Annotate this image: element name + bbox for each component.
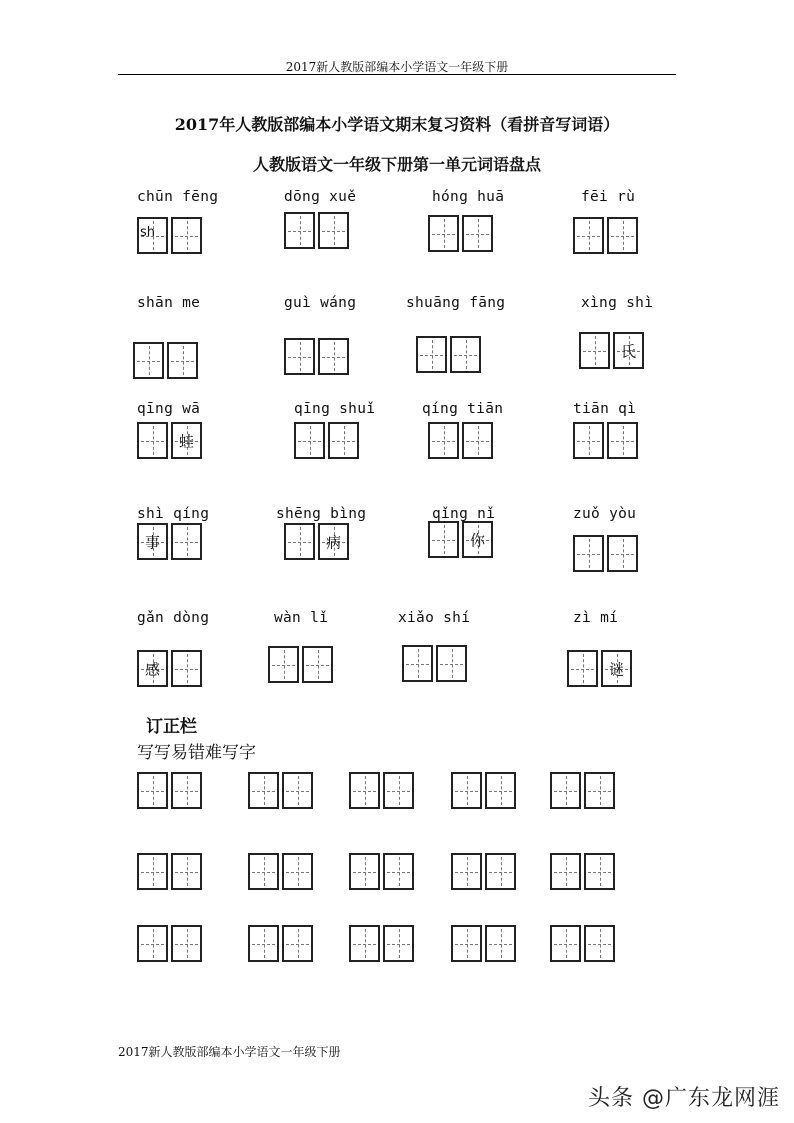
writing-cell[interactable]: [171, 772, 202, 809]
writing-cell[interactable]: [383, 925, 414, 962]
writing-cell[interactable]: [171, 523, 202, 560]
tianzige-grid[interactable]: [428, 422, 493, 459]
writing-cell[interactable]: [485, 772, 516, 809]
practice-grid[interactable]: [248, 925, 313, 962]
writing-cell[interactable]: [137, 422, 168, 459]
writing-cell[interactable]: [485, 853, 516, 890]
writing-cell[interactable]: [171, 925, 202, 962]
writing-cell[interactable]: [171, 217, 202, 254]
cell-char: 感: [144, 660, 160, 678]
writing-cell[interactable]: [137, 925, 168, 962]
writing-cell[interactable]: [462, 422, 493, 459]
tianzige-grid[interactable]: [137, 217, 202, 254]
tianzige-grid[interactable]: [416, 336, 481, 373]
tianzige-grid[interactable]: [284, 338, 349, 375]
pinyin-label: gǎn dòng: [137, 610, 210, 626]
writing-cell[interactable]: [550, 772, 581, 809]
writing-cell[interactable]: [613, 332, 644, 369]
writing-cell[interactable]: [573, 535, 604, 572]
writing-cell[interactable]: [171, 650, 202, 687]
practice-grid[interactable]: [248, 853, 313, 890]
tianzige-grid[interactable]: [133, 342, 198, 379]
writing-cell[interactable]: [282, 772, 313, 809]
pinyin-label: zuǒ yòu: [573, 506, 637, 522]
cell-char: 蛙: [178, 432, 194, 450]
tianzige-grid[interactable]: [428, 215, 493, 252]
writing-cell[interactable]: [284, 338, 315, 375]
writing-cell[interactable]: [584, 853, 615, 890]
writing-cell[interactable]: [318, 338, 349, 375]
pinyin-label: dōng xuě: [284, 189, 357, 205]
writing-cell[interactable]: [284, 523, 315, 560]
writing-cell[interactable]: [428, 422, 459, 459]
writing-cell[interactable]: [284, 212, 315, 249]
writing-cell[interactable]: [428, 215, 459, 252]
pinyin-label: xiǎo shí: [398, 610, 471, 626]
writing-cell[interactable]: [416, 336, 447, 373]
tianzige-grid[interactable]: [284, 212, 349, 249]
tianzige-grid[interactable]: [579, 332, 644, 369]
practice-grid[interactable]: [451, 925, 516, 962]
writing-cell[interactable]: [171, 422, 202, 459]
writing-cell[interactable]: [451, 925, 482, 962]
writing-cell[interactable]: [607, 422, 638, 459]
writing-cell[interactable]: [607, 217, 638, 254]
tianzige-grid[interactable]: [137, 650, 202, 687]
writing-cell[interactable]: [567, 650, 598, 687]
writing-cell[interactable]: [485, 925, 516, 962]
practice-grid[interactable]: [349, 853, 414, 890]
writing-cell[interactable]: [383, 853, 414, 890]
practice-grid[interactable]: [248, 772, 313, 809]
writing-cell[interactable]: [349, 853, 380, 890]
writing-cell[interactable]: [137, 217, 168, 254]
tianzige-grid[interactable]: [567, 650, 632, 687]
writing-cell[interactable]: [462, 521, 493, 558]
writing-cell[interactable]: [451, 853, 482, 890]
tianzige-grid[interactable]: [284, 523, 349, 560]
pinyin-label: qīng wā: [137, 401, 201, 417]
writing-cell[interactable]: [248, 925, 279, 962]
writing-cell[interactable]: [248, 853, 279, 890]
cell-char: 病: [325, 533, 341, 551]
tianzige-grid[interactable]: [137, 422, 202, 459]
pinyin-label: wàn lǐ: [274, 610, 329, 626]
writing-cell[interactable]: [248, 772, 279, 809]
pinyin-label: xìng shì: [581, 295, 654, 311]
tianzige-grid[interactable]: [137, 523, 202, 560]
practice-grid[interactable]: [349, 925, 414, 962]
pinyin-label: guì wáng: [284, 295, 357, 311]
writing-cell[interactable]: [349, 772, 380, 809]
writing-cell[interactable]: [268, 646, 299, 683]
cell-char: 事: [144, 533, 160, 551]
writing-cell[interactable]: [451, 772, 482, 809]
writing-cell[interactable]: [282, 853, 313, 890]
tianzige-grid[interactable]: [402, 645, 467, 682]
writing-cell[interactable]: [550, 925, 581, 962]
writing-cell[interactable]: [428, 521, 459, 558]
writing-cell[interactable]: [349, 925, 380, 962]
writing-cell[interactable]: [450, 336, 481, 373]
tianzige-grid[interactable]: [428, 521, 493, 558]
pinyin-label: tiān qì: [573, 401, 637, 417]
correction-subheading: 写写易错难写字: [137, 743, 256, 763]
writing-cell[interactable]: [318, 523, 349, 560]
pinyin-label: qíng tiān: [422, 401, 504, 417]
writing-cell[interactable]: [402, 645, 433, 682]
practice-grid[interactable]: [349, 772, 414, 809]
tianzige-grid[interactable]: [573, 217, 638, 254]
practice-grid[interactable]: [137, 925, 202, 962]
correction-heading: 订正栏: [146, 717, 197, 737]
tianzige-grid[interactable]: [573, 422, 638, 459]
pinyin-label: shuāng fāng: [406, 295, 506, 311]
pinyin-label: qīng shuǐ: [294, 401, 376, 417]
writing-cell[interactable]: [302, 646, 333, 683]
pinyin-label: chūn fēng: [137, 189, 219, 205]
page-footer: 2017新人教版部编本小学语文一年级下册: [118, 1045, 341, 1059]
writing-cell[interactable]: [573, 217, 604, 254]
practice-grid[interactable]: [451, 853, 516, 890]
pinyin-label: hóng huā: [432, 189, 505, 205]
tianzige-grid[interactable]: [573, 535, 638, 572]
writing-cell[interactable]: [167, 342, 198, 379]
cell-char: 氏: [620, 342, 636, 360]
practice-grid[interactable]: [137, 853, 202, 890]
cell-char: sh: [140, 225, 156, 240]
practice-grid[interactable]: [451, 772, 516, 809]
practice-grid[interactable]: [550, 853, 615, 890]
writing-cell[interactable]: [137, 772, 168, 809]
document-title: 2017年人教版部编本小学语文期末复习资料（看拼音写词语）: [174, 115, 620, 134]
pinyin-label: fēi rù: [581, 189, 636, 205]
header-rule: [118, 74, 676, 75]
writing-cell[interactable]: [294, 422, 325, 459]
tianzige-grid[interactable]: [268, 646, 333, 683]
writing-cell[interactable]: [133, 342, 164, 379]
writing-cell[interactable]: [318, 212, 349, 249]
page-header: 2017新人教版部编本小学语文一年级下册: [285, 60, 509, 74]
writing-cell[interactable]: [436, 645, 467, 682]
writing-cell[interactable]: [601, 650, 632, 687]
writing-cell[interactable]: [579, 332, 610, 369]
writing-cell[interactable]: [383, 772, 414, 809]
writing-cell[interactable]: [328, 422, 359, 459]
writing-cell[interactable]: [573, 422, 604, 459]
writing-cell[interactable]: [282, 925, 313, 962]
cell-char: 你: [469, 531, 485, 549]
pinyin-label: shì qíng: [137, 506, 210, 522]
tianzige-grid[interactable]: [294, 422, 359, 459]
writing-cell[interactable]: [137, 523, 168, 560]
pinyin-label: shēng bìng: [276, 506, 367, 522]
pinyin-label: zì mí: [573, 610, 619, 626]
writing-cell[interactable]: [584, 772, 615, 809]
writing-cell[interactable]: [550, 853, 581, 890]
writing-cell[interactable]: [584, 925, 615, 962]
writing-cell[interactable]: [137, 650, 168, 687]
practice-grid[interactable]: [550, 772, 615, 809]
writing-cell[interactable]: [171, 853, 202, 890]
pinyin-label: shān me: [137, 295, 201, 311]
pinyin-label: qǐng nǐ: [432, 506, 496, 522]
cell-char: 谜: [608, 660, 624, 678]
practice-grid[interactable]: [550, 925, 615, 962]
document-subtitle: 人教版语文一年级下册第一单元词语盘点: [252, 155, 541, 174]
watermark: 头条 @广东龙网涯: [588, 1086, 780, 1111]
practice-grid[interactable]: [137, 772, 202, 809]
writing-cell[interactable]: [607, 535, 638, 572]
writing-cell[interactable]: [137, 853, 168, 890]
writing-cell[interactable]: [462, 215, 493, 252]
